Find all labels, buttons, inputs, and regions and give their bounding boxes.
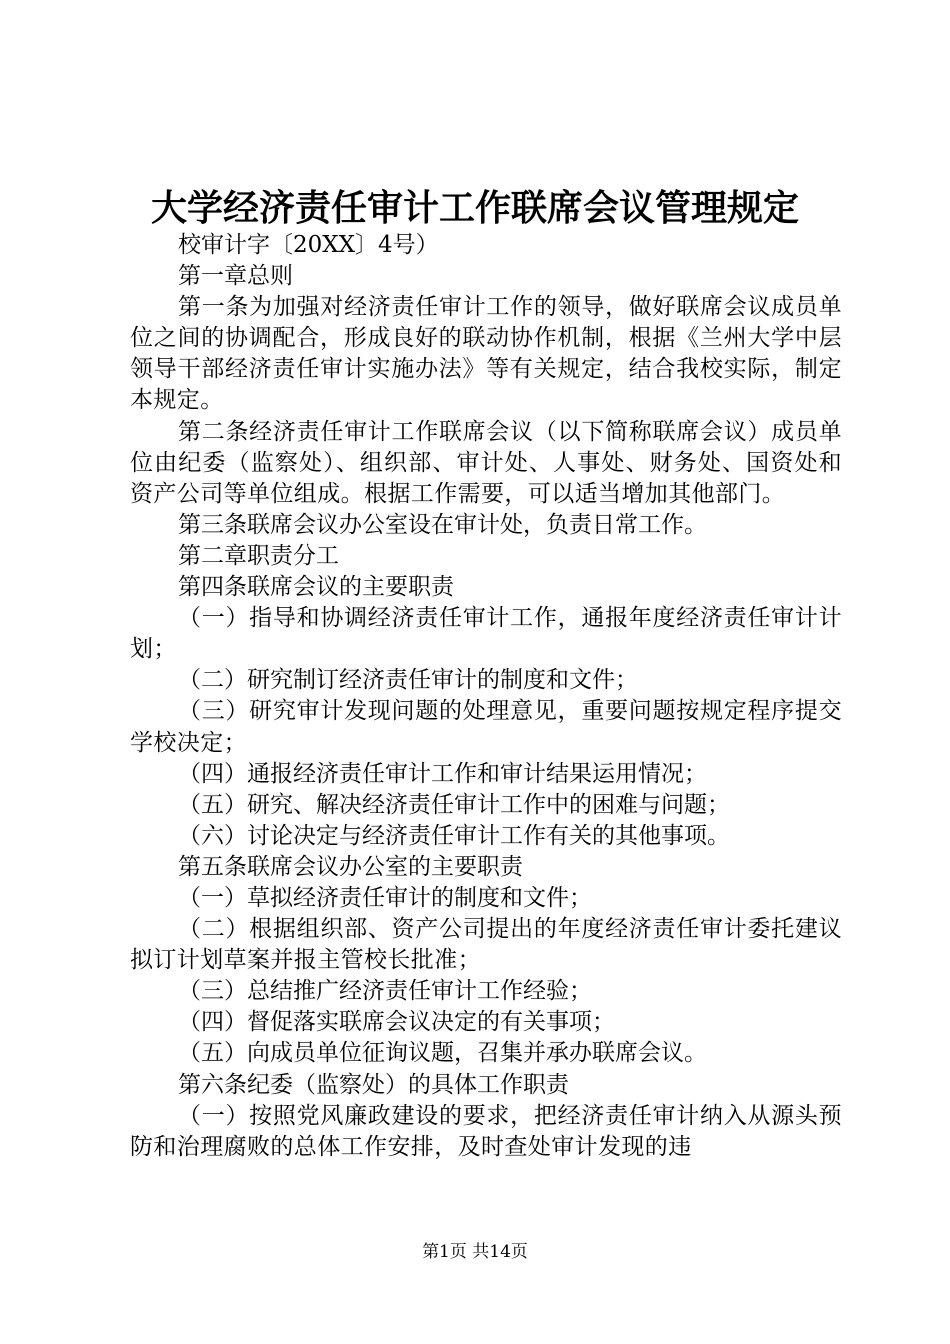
document-body (130, 230, 842, 1163)
article-paragraph: 第五条联席会议办公室的主要职责 (178, 853, 523, 880)
list-item: （三）研究审计发现问题的处理意见，重要问题按规定程序提交学校决定； (130, 698, 842, 756)
chapter-heading: 第一章总则 (178, 263, 293, 290)
list-item: （五）研究、解决经济责任审计工作中的困难与问题； (178, 791, 730, 818)
article-paragraph: 第二条经济责任审计工作联席会议（以下简称联席会议）成员单位由纪委（监察处）、组织部、审计处、人事处、财务处、国资处和资产公司等单位组成。根据工作需要，可以适当增加其他部门。 (130, 418, 842, 507)
list-item: （一）指导和协调经济责任审计工作，通报年度经济责任审计计划； (130, 605, 842, 663)
list-item: （一）草拟经济责任审计的制度和文件； (178, 884, 592, 911)
article-paragraph: 第六条纪委（监察处）的具体工作职责 (178, 1071, 569, 1098)
list-item: （四）督促落实联席会议决定的有关事项； (178, 1009, 615, 1036)
article-paragraph: 第四条联席会议的主要职责 (178, 574, 454, 601)
list-item: （三）总结推广经济责任审计工作经验； (178, 978, 592, 1005)
list-item: （六）讨论决定与经济责任审计工作有关的其他事项。 (178, 822, 730, 849)
list-item: （四）通报经济责任审计工作和审计结果运用情况； (178, 760, 707, 787)
document-number: 校审计字〔20XX〕4号） (178, 232, 439, 258)
list-item: （一）按照党风廉政建设的要求，把经济责任审计纳入从源头预防和治理腐败的总体工作安排，及时查处审计发现的违 (130, 1102, 842, 1160)
list-item: （二）研究制订经济责任审计的制度和文件； (178, 667, 638, 694)
page-footer: 第1页 共14页 (422, 1242, 528, 1262)
article-paragraph: 第三条联席会议办公室设在审计处，负责日常工作。 (178, 511, 707, 538)
article-paragraph: 第一条为加强对经济责任审计工作的领导，做好联席会议成员单位之间的协调配合，形成良好的联动协作机制，根据《兰州大学中层领导干部经济责任审计实施办法》等有关规定，结合我校实际，制定本规定。 (130, 294, 842, 414)
document-title: 大学经济责任审计工作联席会议管理规定 (150, 187, 799, 229)
chapter-heading: 第二章职责分工 (178, 542, 339, 569)
list-item: （二）根据组织部、资产公司提出的年度经济责任审计委托建议拟订计划草案并报主管校长批准； (130, 916, 842, 974)
list-item: （五）向成员单位征询议题，召集并承办联席会议。 (178, 1040, 707, 1067)
